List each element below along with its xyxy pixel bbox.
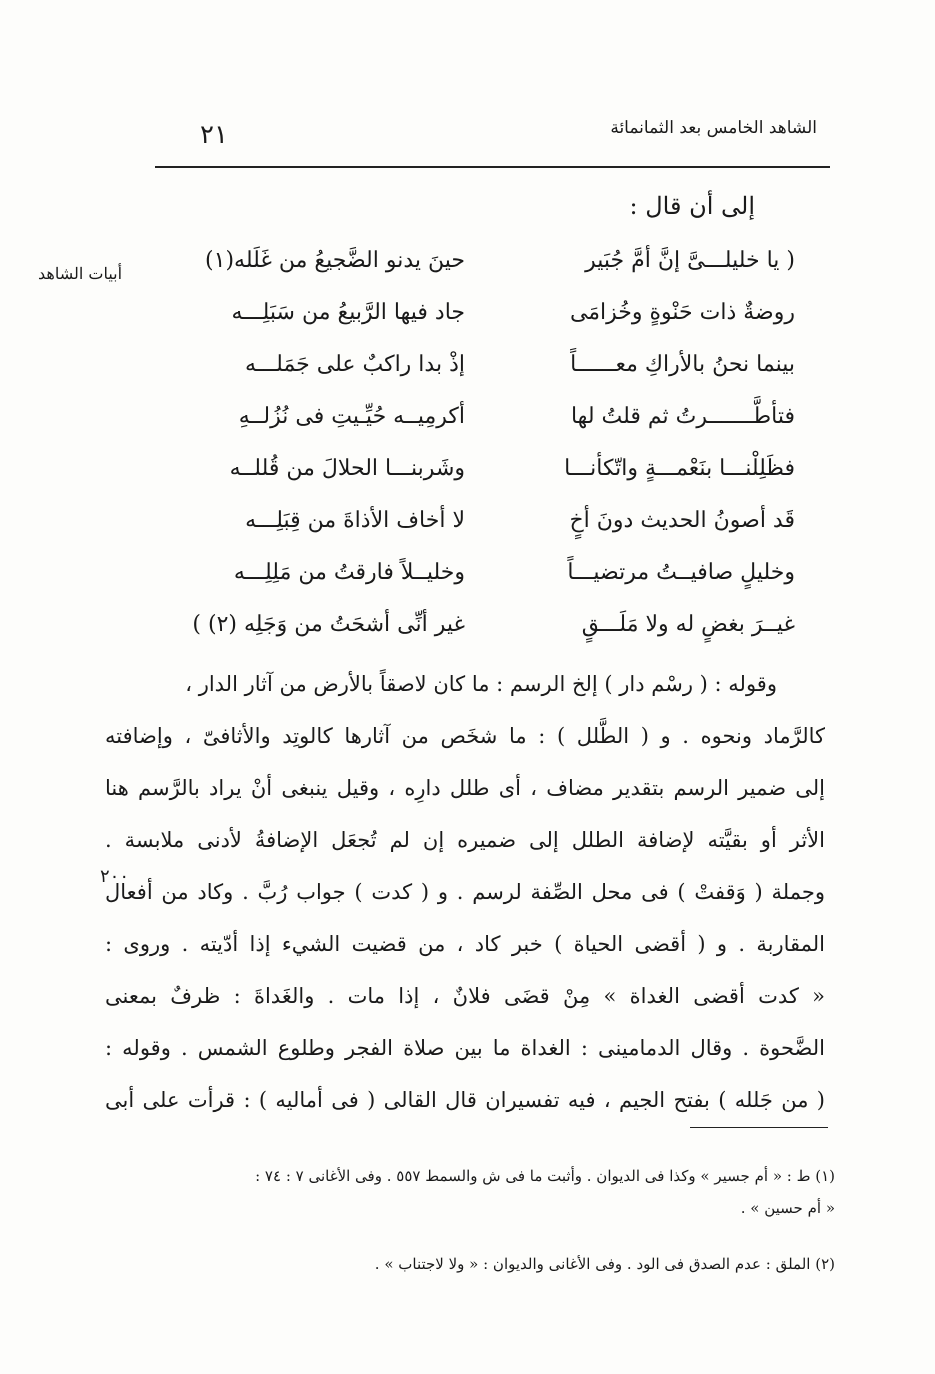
verse-row — [135, 560, 795, 612]
verse-row — [135, 300, 795, 352]
verse-row — [135, 404, 795, 456]
margin-number: ٢٠٠ — [100, 866, 130, 887]
footnote-line: (٢) الملق : عدم الصدق فى الود . وفى الأغانى والديوان : « ولا لاجتناب » . — [374, 1255, 835, 1273]
verse-first-hemistich: غيــرَ بغضٍ له ولا مَلَـــقٍ — [581, 612, 795, 637]
prose-line: إلى ضمير الرسم بتقدير مضاف ، أى طلل دارِه ، وقيل ينبغى أنْ يراد بالرَّسم هنا — [105, 776, 825, 800]
commentary-body — [105, 658, 825, 1126]
margin-note: أبيات الشاهد — [38, 264, 123, 283]
verse-second-hemistich: جاد فيها الرَّبيعُ من سَبَلِـــه — [231, 300, 465, 325]
verse-row — [135, 508, 795, 560]
prose-line: الضَّحوة . وقال الدمامينى : الغداة ما بين صلاة الفجر وطلوع الشمس . وقوله : — [105, 1036, 825, 1060]
header-rule — [155, 166, 830, 168]
verse-first-hemistich: فظَلِلْنـــا بنَعْمـــةٍ واتّكأنـــا — [564, 456, 795, 481]
verse-first-hemistich: ( يا خليلـــىَّ إنَّ أمَّ جُبَير — [585, 248, 795, 273]
footnote-1 — [100, 1160, 835, 1224]
verse-row — [135, 352, 795, 404]
verse-second-hemistich: لا أخاف الأذاةَ من قِبَلِـــه — [245, 508, 465, 533]
verse-first-hemistich: قَد أصونُ الحديث دونَ أخٍ — [569, 508, 795, 533]
verse-second-hemistich: غير أنِّى أشحَتُ من وَجَلِه (٢) ) — [192, 612, 465, 637]
verse-first-hemistich: وخليلٍ صافيــتُ مرتضيـــاً — [567, 560, 795, 585]
prose-line: وجملة ( وَقفتْ ) فى محل الصِّفة لرسم . و ( كدت ) جواب رُبَّ . وكاد من أفعال — [105, 880, 825, 904]
verse-second-hemistich: حينَ يدنو الضَّجيعُ من غَلَله(١) — [205, 248, 465, 273]
prose-line: المقاربة . و ( أقضى الحياة ) خبر كاد ، من قضيت الشيء إذا أدّيته . وروى : — [105, 932, 825, 956]
prose-line: « كدت أقضى الغداة » مِنْ قضَى فلانٌ ، إذا مات . والغَداةَ : ظرفٌ بمعنى — [105, 984, 825, 1008]
verse-row — [135, 248, 795, 300]
footnotes — [100, 1160, 835, 1280]
verse-second-hemistich: أكرمِيــه حُيِّـيتِ فى نُزُلــهِ — [238, 404, 465, 429]
verse-second-hemistich: إذْ بدا راكبٌ على جَمَلـــه — [245, 352, 465, 377]
footnote-line: (١) ط : « أم جسير » وكذا فى الديوان . وأثبت ما فى ش والسمط ٥٥٧ . وفى الأغانى ٧ : ٧٤ : — [255, 1167, 835, 1185]
verse-first-hemistich: بينما نحنُ بالأراكِ معــــــاً — [570, 352, 795, 377]
verse-block — [135, 248, 795, 664]
prose-line: الأثر أو بقيَّته لإضافة الطلل إلى ضميره إن لم تُجعَل الإضافةُ لأدنى ملابسة . — [105, 828, 825, 852]
prose-line: ( من جَلله ) بفتح الجيم ، فيه تفسيران قال القالى ( فى أماليه ) : قرأت على أبى — [105, 1088, 825, 1112]
footnote-rule — [690, 1127, 828, 1128]
footnote-2 — [100, 1248, 835, 1280]
verse-first-hemistich: فتأطَّـــــــرتُ ثم قلتُ لها — [570, 404, 795, 429]
verse-row — [135, 456, 795, 508]
intro-text: إلى أن قال : — [629, 192, 755, 220]
running-title: الشاهد الخامس بعد الثمانمائة — [610, 118, 817, 138]
verse-first-hemistich: روضةٌ ذات حَنْوةٍ وخُزامَى — [569, 300, 795, 325]
verse-second-hemistich: وشَربنـــا الحلالَ من قُللــه — [229, 456, 465, 481]
page-number: ٢١ — [200, 120, 228, 150]
prose-line: وقوله : ( رسْم دار ) إلخ الرسم : ما كان لاصقاً بالأرض من آثار الدار ، — [185, 672, 777, 696]
footnote-spacer — [100, 1224, 835, 1248]
prose-line: كالرَّماد ونحوه . و ( الطَّلل ) : ما شخَص من آثارها كالوتِد والأثافىّ ، وإضافته — [105, 724, 825, 748]
verse-row — [135, 612, 795, 664]
verse-second-hemistich: وخليــلاً فارقتُ من مَلِلِـــه — [233, 560, 465, 585]
footnote-line: « أم حسين » . — [740, 1199, 835, 1217]
